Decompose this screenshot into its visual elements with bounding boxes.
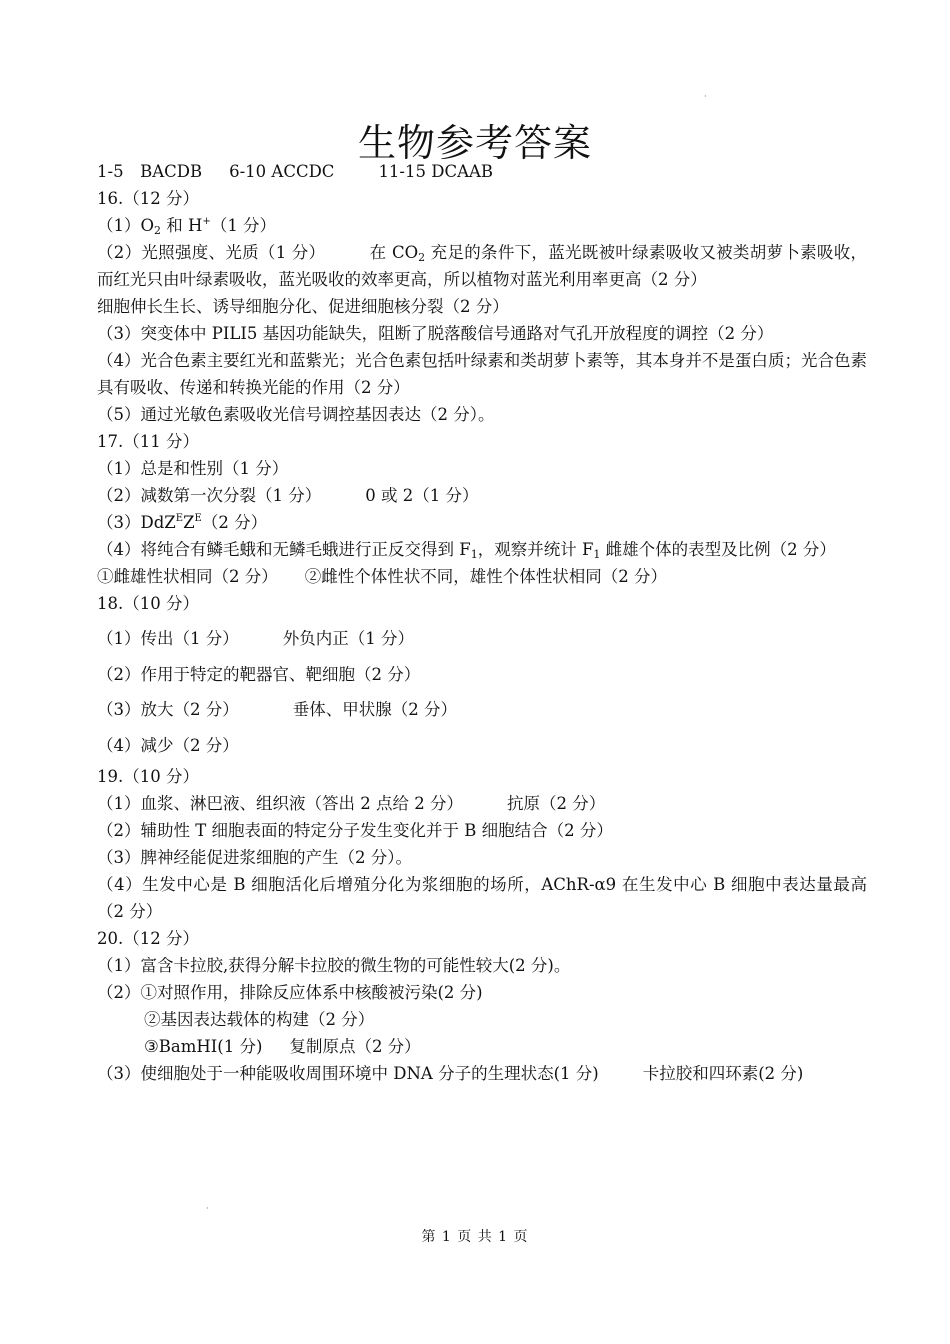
q16-answer-2: （2）光照强度、光质（1 分） 在 $CO_2$ 充足的条件下，蓝光既被叶绿素吸收又被类胡萝卜素吸收，而红光只由叶绿素吸收，蓝光吸收的效率更高，所以植物对蓝光利用率更高（2 分） [97,243,867,289]
q19-answer-3: （3）脾神经能促进浆细胞的产生（2 分）。 [97,848,412,867]
q17-heading: 17.（11 分） [97,432,199,451]
q17-answer-4b: ①雌雄性状相同（2 分） ②雌性个体性状不同，雄性个体性状相同（2 分） [97,567,667,586]
q17-answer-3: $(3)DdZ^EZ^E(2$ 分） [97,513,268,532]
mc-answers-1-5: 1-5 BACDB [97,162,203,181]
q20-answer-1: （1）富含卡拉胶,获得分解卡拉胶的微生物的可能性较大(2 分)。 [97,956,571,975]
q16-answer-1: $(1)O_2$ 和 H+（1 分） [97,216,277,237]
q20-answer-2-1: （2）①对照作用，排除反应体系中核酸被污染(2 分) [97,983,483,1002]
q16-answer-5: （5）通过光敏色素吸收光信号调控基因表达（2 分）。 [97,405,495,424]
q19-answer-2: （2）辅助性 T 细胞表面的特定分子发生变化并于 B 细胞结合（2 分） [97,821,613,840]
q19-heading: 19.（10 分） [97,767,199,786]
q19-answer-4: （4）生发中心是 B 细胞活化后增殖分化为浆细胞的场所，AChR-α9 在生发中心 B 细胞中表达量最高（2 分） [97,875,867,921]
q16-heading: 16.（12 分） [97,189,199,208]
q17-answer-2: （2）减数第一次分裂（1 分） 0 或 2（1 分） [97,486,479,505]
q16-answer-4: （4）光合色素主要红光和蓝紫光；光合色素包括叶绿素和类胡萝卜素等，其本身并不是蛋白质；光合色素具有吸收、传递和转换光能的作用（2 分） [97,351,867,397]
q20-answer-3: （3）使细胞处于一种能吸收周围环境中 DNA 分子的生理状态(1 分) 卡拉胶和四环素(2 分) [97,1064,804,1083]
multiple-choice-answers [97,158,867,185]
q18-answer-4: （4）减少（2 分） [97,735,239,755]
q19-answer-1: （1）血浆、淋巴液、组织液（答出 2 点给 2 分） 抗原（2 分） [97,794,606,813]
page-title: 生物参考答案 [357,121,592,165]
q18-answer-1: （1）传出（1 分） 外负内正（1 分） [97,629,414,648]
q17-answer-4: （4）将纯合有鳞毛蛾和无鳞毛蛾进行正反交得到 $F_1$，观察并统计 $F_1$ 雌雄个体的表型及比例（2 分） [97,540,836,561]
bottom-mark: · [206,1204,209,1213]
q20-answer-2-3: ③BamHI(1 分) 复制原点（2 分） [144,1037,421,1056]
top-mark: · [704,92,707,101]
page-footer: 第 1 页 共 1 页 [421,1229,529,1245]
mc-answers-6-10: 6-10 ACCDC [229,162,335,181]
q16-answer-3: （3）突变体中 PILI5 基因功能缺失，阻断了脱落酸信号通路对气孔开放程度的调控（2 分） [97,324,774,343]
mc-answers-11-15: 11-15 DCAAB [378,162,494,181]
q18-answer-3: （3）放大（2 分） 垂体、甲状腺（2 分） [97,700,457,719]
q17-answer-1: （1）总是和性别（1 分） [97,459,289,478]
answer-content [97,158,867,1087]
q16-answer-2b: 细胞伸长生长、诱导细胞分化、促进细胞核分裂（2 分） [97,297,509,316]
q18-heading: 18.（10 分） [97,594,199,613]
q20-answer-2-2: ②基因表达载体的构建（2 分） [144,1010,375,1029]
q20-heading: 20.（12 分） [97,929,199,948]
q18-answer-2: （2）作用于特定的靶器官、靶细胞（2 分） [97,664,421,684]
